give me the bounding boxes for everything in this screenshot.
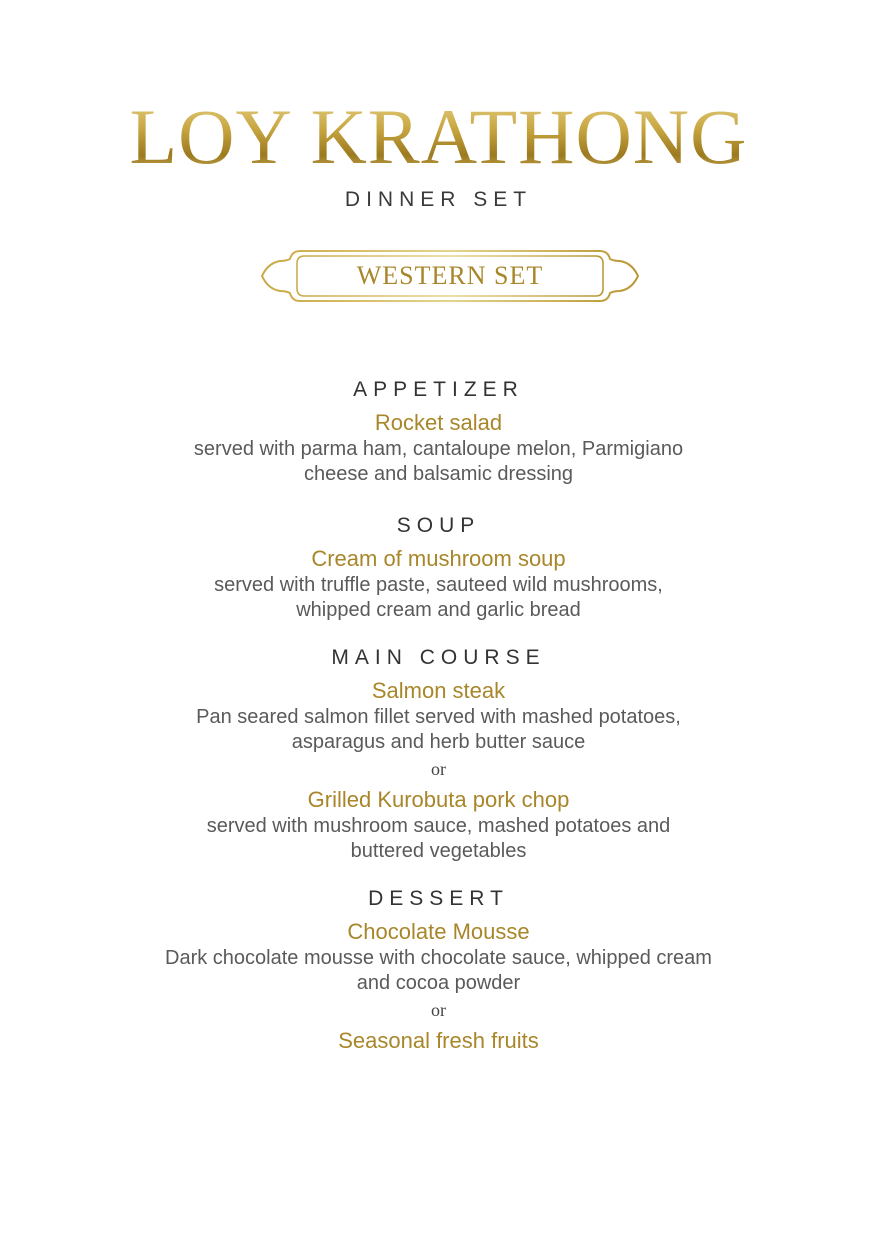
dish-name: Cream of mushroom soup — [311, 546, 566, 571]
set-label: WESTERN SET — [356, 261, 544, 290]
dish-description: served with parma ham, cantaloupe melon, Parmigiano — [193, 438, 684, 460]
section-heading: APPETIZER — [353, 378, 524, 401]
dish-description: cheese and balsamic dressing — [303, 463, 574, 485]
section-dessert — [0, 884, 877, 1055]
dish-description: served with mushroom sauce, mashed potatoes and — [206, 815, 671, 837]
menu-subtitle: DINNER SET — [344, 188, 533, 211]
dish-description: asparagus and herb butter sauce — [291, 731, 586, 753]
dish-name: Rocket salad — [374, 410, 503, 435]
set-badge — [260, 247, 640, 305]
section-heading: DESSERT — [368, 887, 509, 910]
dish-name: Salmon steak — [371, 678, 506, 703]
dish-description: served with truffle paste, sauteed wild mushrooms, — [214, 574, 663, 596]
dish-description: Pan seared salmon fillet served with mashed potatoes, — [196, 706, 681, 728]
section-main-course — [0, 643, 877, 864]
menu-title: LOY KRATHONG — [0, 92, 877, 182]
menu-body — [0, 375, 877, 1075]
section-heading: MAIN COURSE — [331, 646, 546, 669]
dish-description: buttered vegetables — [350, 840, 527, 862]
dish-name: Seasonal fresh fruits — [338, 1028, 539, 1053]
dish-name: Grilled Kurobuta pork chop — [307, 787, 570, 812]
dish-description: whipped cream and garlic bread — [296, 599, 581, 621]
or-separator: or — [431, 759, 446, 779]
section-soup — [0, 511, 877, 623]
or-separator: or — [431, 1000, 446, 1020]
section-heading: SOUP — [396, 514, 481, 537]
dish-name: Chocolate Mousse — [347, 919, 530, 944]
dish-description: and cocoa powder — [356, 972, 521, 994]
dish-description: Dark chocolate mousse with chocolate sauce, whipped cream — [165, 947, 712, 969]
section-appetizer — [0, 375, 877, 487]
